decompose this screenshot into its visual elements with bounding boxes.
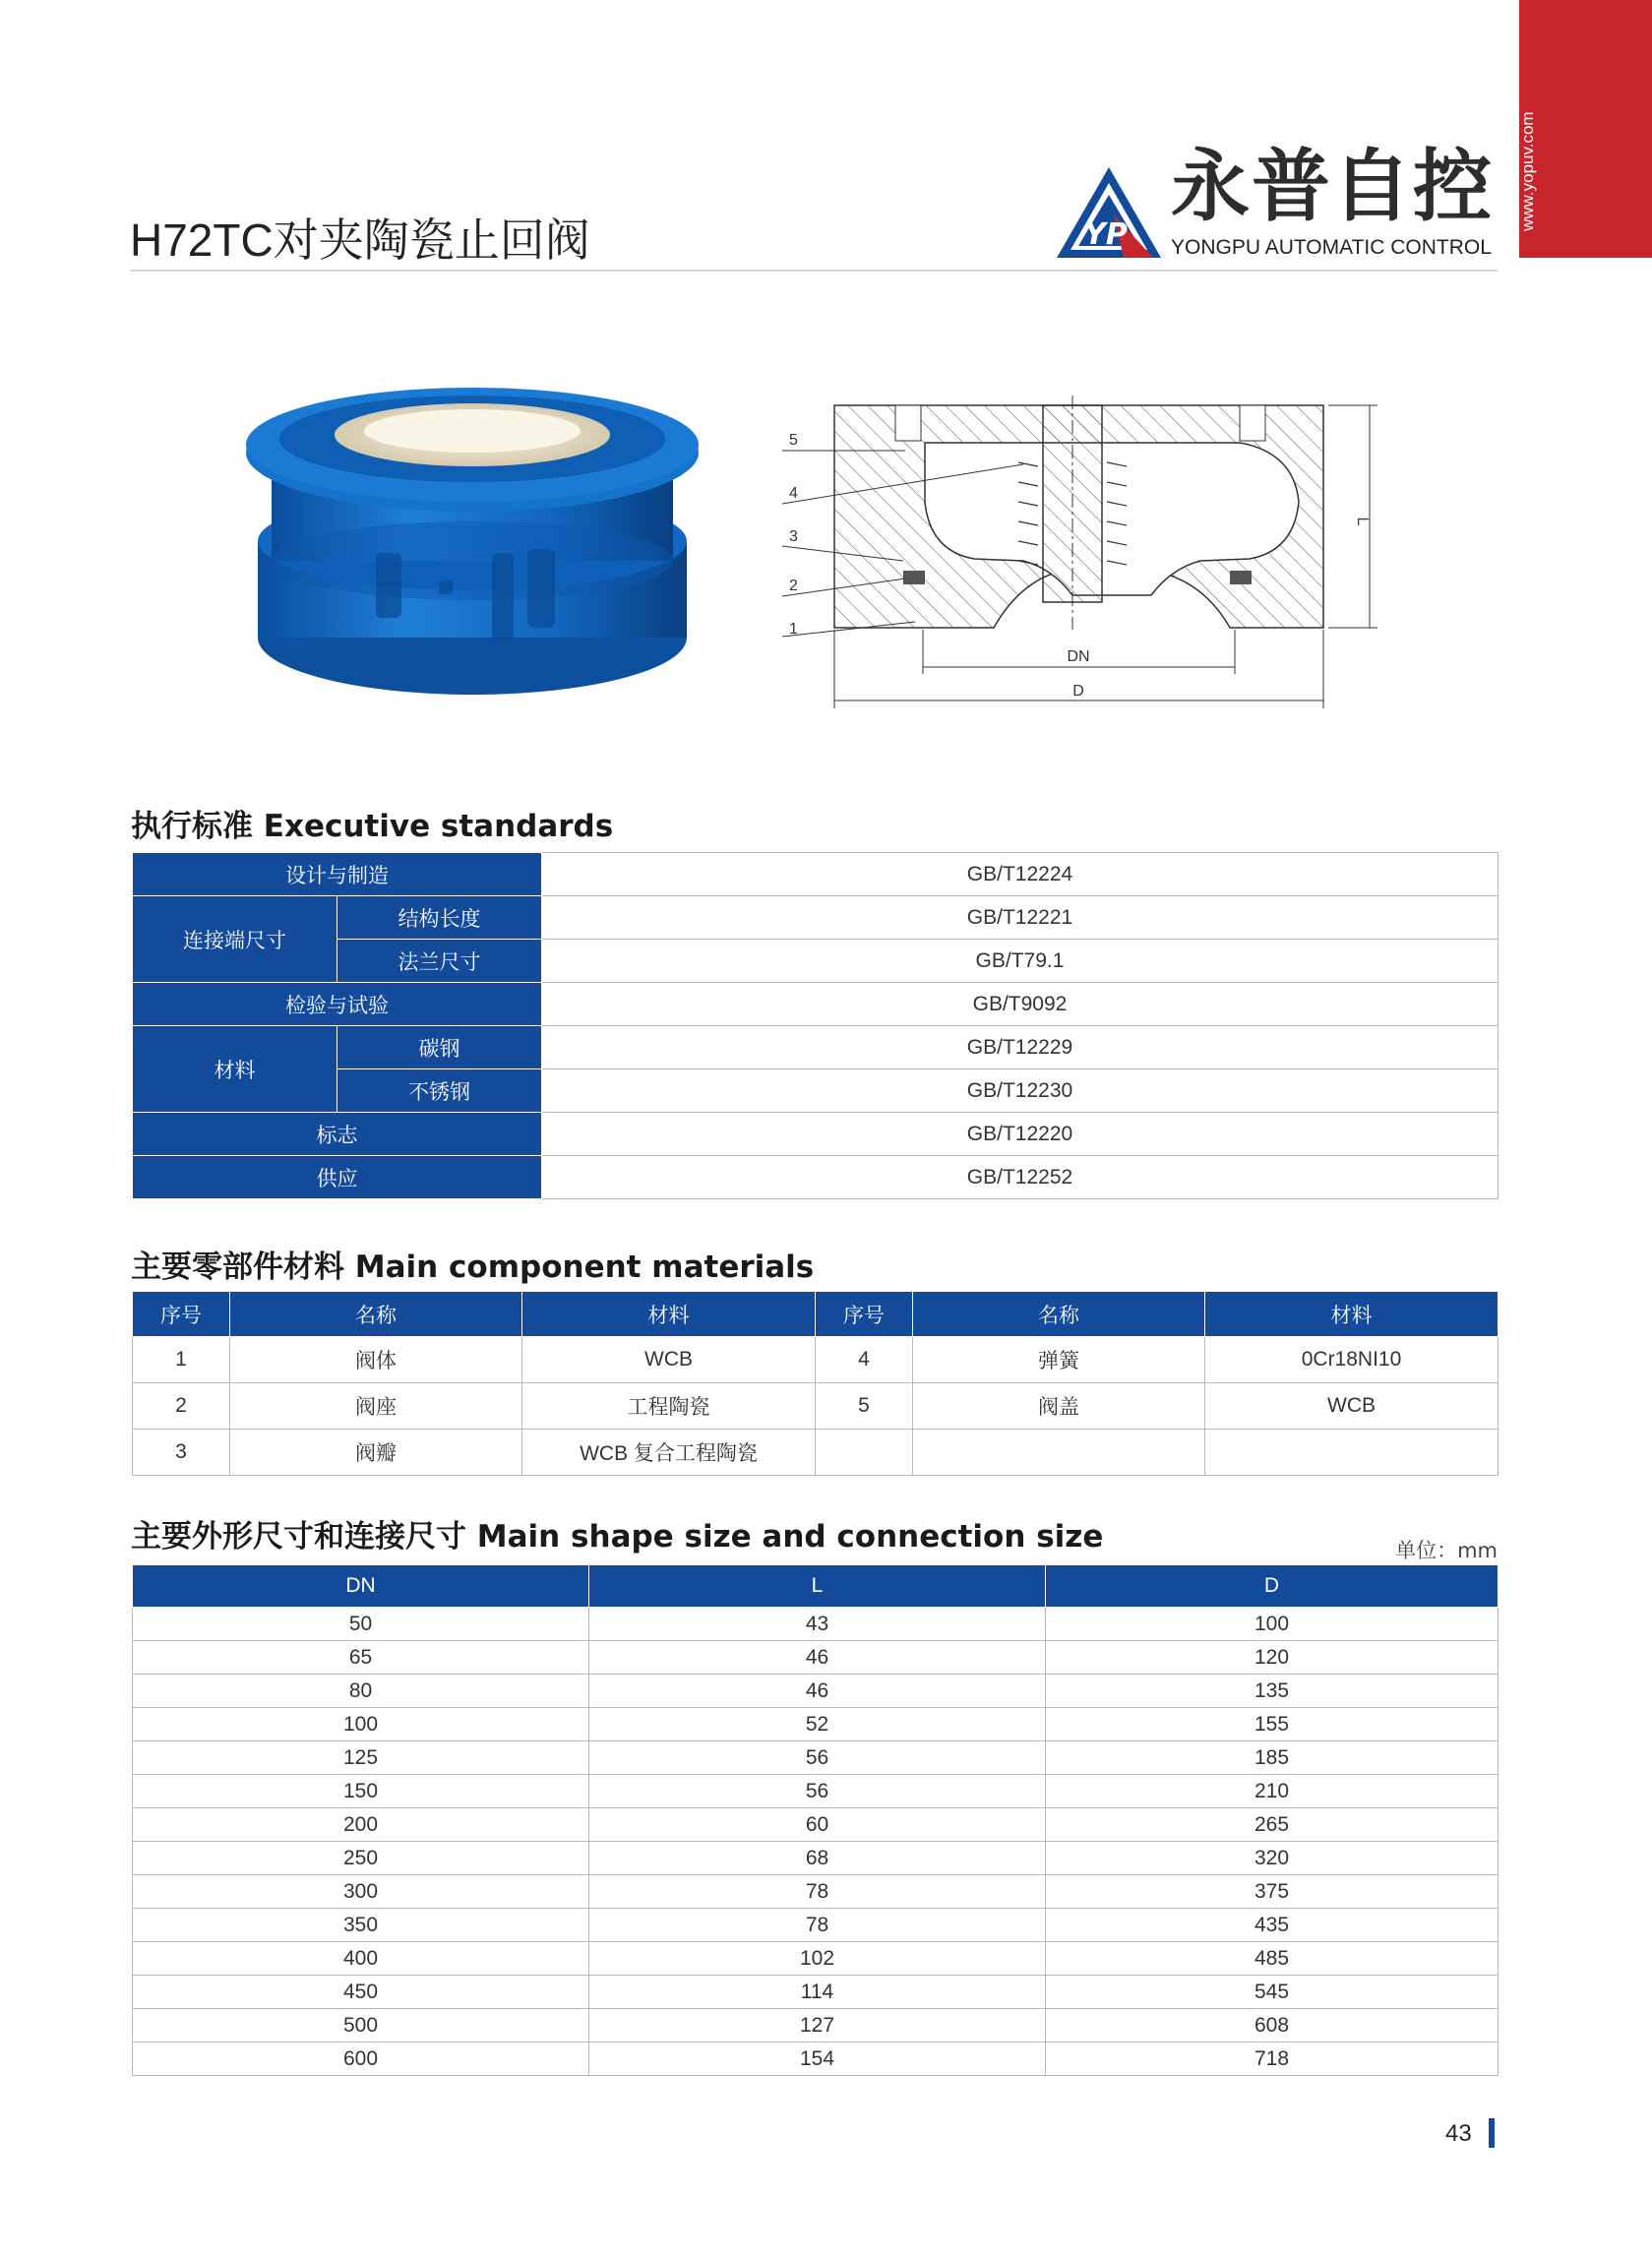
drawing-label-2: 2 xyxy=(789,578,798,594)
table-row xyxy=(133,1976,1499,2009)
table-cell: 185 xyxy=(1046,1741,1499,1775)
table-row xyxy=(133,1641,1499,1675)
table-cell: 工程陶瓷 xyxy=(522,1383,816,1430)
table-cell: 2 xyxy=(133,1383,230,1430)
table-cell: 78 xyxy=(589,1875,1046,1909)
materials-heading: 主要零部件材料 Main component materials xyxy=(131,1250,815,1285)
table-cell: 265 xyxy=(1046,1808,1499,1842)
table-row xyxy=(133,1383,1499,1430)
table-cell: 46 xyxy=(589,1641,1046,1675)
brand-logo-icon xyxy=(1055,165,1163,260)
column-header: 名称 xyxy=(913,1292,1205,1337)
table-row xyxy=(133,1069,1499,1113)
valve-section-drawing xyxy=(777,394,1387,718)
table-row xyxy=(133,940,1499,983)
column-header: 名称 xyxy=(230,1292,522,1337)
table-cell: 100 xyxy=(133,1708,589,1741)
table-cell: 46 xyxy=(589,1675,1046,1708)
table-row xyxy=(133,1708,1499,1741)
standards-label: 标志 xyxy=(133,1113,542,1156)
standards-value: GB/T12220 xyxy=(542,1113,1499,1156)
table-row xyxy=(133,1156,1499,1199)
standards-label: 碳钢 xyxy=(337,1026,542,1069)
drawing-label-3: 3 xyxy=(789,528,798,545)
table-cell: 50 xyxy=(133,1608,589,1641)
table-header-row xyxy=(133,1565,1499,1608)
standards-value: GB/T12221 xyxy=(542,896,1499,940)
table-cell: 弹簧 xyxy=(913,1337,1205,1383)
dimension-l-label: L xyxy=(1354,517,1371,526)
table-cell: 155 xyxy=(1046,1708,1499,1741)
valve-product-image xyxy=(238,374,710,708)
standards-value: GB/T12252 xyxy=(542,1156,1499,1199)
page-number: 43 xyxy=(1445,2120,1472,2147)
table-cell: 600 xyxy=(133,2043,589,2076)
table-cell: 400 xyxy=(133,1942,589,1976)
table-cell: 350 xyxy=(133,1909,589,1942)
dimension-dn-label: DN xyxy=(1067,648,1090,665)
table-cell: 56 xyxy=(589,1741,1046,1775)
table-cell: 545 xyxy=(1046,1976,1499,2009)
table-row xyxy=(133,1430,1499,1476)
table-cell: 60 xyxy=(589,1808,1046,1842)
table-row xyxy=(133,1842,1499,1875)
table-row xyxy=(133,1675,1499,1708)
brand-name-en: YONGPU AUTOMATIC CONTROL xyxy=(1171,236,1492,259)
column-header: 材料 xyxy=(1205,1292,1499,1337)
column-header: 序号 xyxy=(133,1292,230,1337)
table-cell: 阀盖 xyxy=(913,1383,1205,1430)
table-row xyxy=(133,2009,1499,2043)
sizes-table xyxy=(132,1564,1499,2076)
dimension-d-label: D xyxy=(1072,683,1084,700)
standards-label: 检验与试验 xyxy=(133,983,542,1026)
table-cell: 435 xyxy=(1046,1909,1499,1942)
table-cell xyxy=(913,1430,1205,1476)
table-cell: 154 xyxy=(589,2043,1046,2076)
page-number-bar xyxy=(1489,2118,1495,2148)
column-header: D xyxy=(1046,1565,1499,1608)
table-cell: 80 xyxy=(133,1675,589,1708)
standards-group-label: 连接端尺寸 xyxy=(133,896,337,983)
table-cell: 阀体 xyxy=(230,1337,522,1383)
table-cell: 320 xyxy=(1046,1842,1499,1875)
table-row xyxy=(133,1608,1499,1641)
table-row xyxy=(133,2043,1499,2076)
standards-value: GB/T12224 xyxy=(542,853,1499,896)
table-row xyxy=(133,983,1499,1026)
table-cell: 阀座 xyxy=(230,1383,522,1430)
table-cell: 300 xyxy=(133,1875,589,1909)
table-row xyxy=(133,853,1499,896)
table-cell: 1 xyxy=(133,1337,230,1383)
table-row xyxy=(133,1026,1499,1069)
standards-heading: 执行标准 Executive standards xyxy=(131,809,614,844)
table-cell: 127 xyxy=(589,2009,1046,2043)
table-header-row xyxy=(133,1292,1499,1337)
table-cell: 4 xyxy=(816,1337,913,1383)
table-cell: 56 xyxy=(589,1775,1046,1808)
table-row xyxy=(133,1942,1499,1976)
standards-label: 不锈钢 xyxy=(337,1069,542,1113)
table-cell: 150 xyxy=(133,1775,589,1808)
column-header: 序号 xyxy=(816,1292,913,1337)
page-title: H72TC对夹陶瓷止回阀 xyxy=(130,214,590,266)
website-url: www.yopuv.com xyxy=(1518,111,1537,231)
standards-value: GB/T79.1 xyxy=(542,940,1499,983)
column-header: DN xyxy=(133,1565,589,1608)
table-cell: 阀瓣 xyxy=(230,1430,522,1476)
sizes-heading: 主要外形尺寸和连接尺寸 Main shape size and connection size xyxy=(131,1519,1104,1555)
title-divider xyxy=(130,270,1498,272)
logo-letters: YP xyxy=(1084,217,1128,252)
table-row xyxy=(133,896,1499,940)
table-row xyxy=(133,1808,1499,1842)
table-cell: 5 xyxy=(816,1383,913,1430)
table-row xyxy=(133,1337,1499,1383)
table-cell: 718 xyxy=(1046,2043,1499,2076)
brand-name-cn: 永普自控 xyxy=(1171,141,1494,232)
standards-table xyxy=(132,852,1499,1199)
table-row xyxy=(133,1875,1499,1909)
column-header: 材料 xyxy=(522,1292,816,1337)
table-cell: 375 xyxy=(1046,1875,1499,1909)
table-cell: 210 xyxy=(1046,1775,1499,1808)
standards-label: 法兰尺寸 xyxy=(337,940,542,983)
unit-label: 单位：mm xyxy=(1395,1539,1498,1562)
table-cell: 102 xyxy=(589,1942,1046,1976)
table-cell: 120 xyxy=(1046,1641,1499,1675)
table-cell: WCB 复合工程陶瓷 xyxy=(522,1430,816,1476)
table-cell: WCB xyxy=(1205,1383,1499,1430)
table-cell: 125 xyxy=(133,1741,589,1775)
standards-value: GB/T12230 xyxy=(542,1069,1499,1113)
table-row xyxy=(133,1775,1499,1808)
table-row xyxy=(133,1741,1499,1775)
table-cell: 500 xyxy=(133,2009,589,2043)
table-cell: 135 xyxy=(1046,1675,1499,1708)
table-cell: 52 xyxy=(589,1708,1046,1741)
drawing-label-1: 1 xyxy=(789,621,798,638)
column-header: L xyxy=(589,1565,1046,1608)
table-cell xyxy=(1205,1430,1499,1476)
table-cell: 0Cr18NI10 xyxy=(1205,1337,1499,1383)
table-row xyxy=(133,1909,1499,1942)
table-cell: 608 xyxy=(1046,2009,1499,2043)
standards-label: 结构长度 xyxy=(337,896,542,940)
table-cell: 43 xyxy=(589,1608,1046,1641)
table-cell: 485 xyxy=(1046,1942,1499,1976)
standards-group-label: 材料 xyxy=(133,1026,337,1113)
table-cell: WCB xyxy=(522,1337,816,1383)
table-cell: 200 xyxy=(133,1808,589,1842)
standards-value: GB/T9092 xyxy=(542,983,1499,1026)
table-cell: 65 xyxy=(133,1641,589,1675)
table-row xyxy=(133,1113,1499,1156)
table-cell: 114 xyxy=(589,1976,1046,2009)
table-cell: 100 xyxy=(1046,1608,1499,1641)
standards-label: 供应 xyxy=(133,1156,542,1199)
table-cell: 250 xyxy=(133,1842,589,1875)
table-cell: 3 xyxy=(133,1430,230,1476)
standards-label: 设计与制造 xyxy=(133,853,542,896)
table-cell xyxy=(816,1430,913,1476)
table-cell: 78 xyxy=(589,1909,1046,1942)
standards-value: GB/T12229 xyxy=(542,1026,1499,1069)
drawing-label-4: 4 xyxy=(789,485,798,502)
table-cell: 450 xyxy=(133,1976,589,2009)
drawing-label-5: 5 xyxy=(789,432,798,449)
table-cell: 68 xyxy=(589,1842,1046,1875)
materials-table xyxy=(132,1291,1499,1476)
